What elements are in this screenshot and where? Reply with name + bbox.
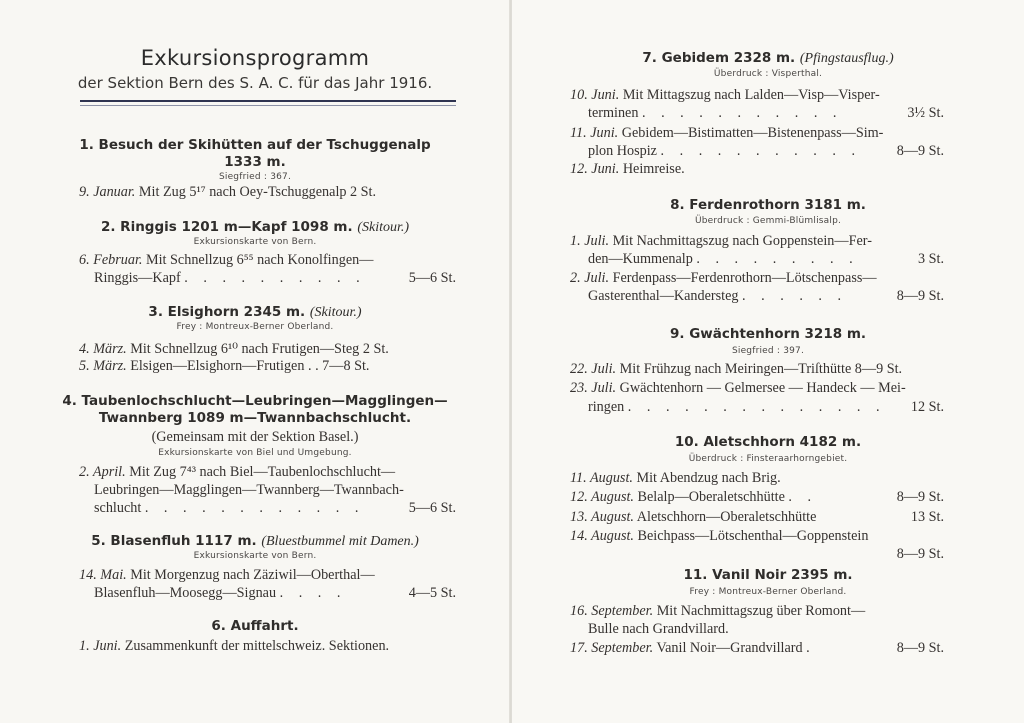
tour-2-title: 2. Ringgis 1201 m—Kapf 1098 m.: [100, 219, 353, 235]
entry-date: 14. August.: [570, 528, 634, 544]
tour-10-entry-1: [570, 470, 781, 487]
entry-text: ringen: [588, 399, 625, 415]
entry-text: Mit Zug 5¹⁷ nach Oey-Tschuggenalp 2 St.: [138, 184, 377, 200]
tour-2-heading: [0, 219, 510, 236]
entry-date: 17. September.: [570, 640, 654, 656]
tour-7-entry-1: [570, 87, 880, 104]
tour-8-heading: 8. Ferdenrothorn 3181 m.: [670, 197, 866, 213]
tour-4-entry: [79, 464, 395, 481]
entry-date: 1. Juni.: [79, 638, 122, 654]
entry-text: Mit Schnellzug 6⁵⁵ nach Konolfingen—: [146, 252, 374, 268]
tour-3-heading: [0, 304, 510, 321]
entry-date: 9. Januar.: [79, 184, 136, 200]
tour-10-duration-2: 8—9 St.: [896, 489, 944, 505]
entry-date: 12. Juni.: [570, 161, 620, 177]
tour-9-heading: 9. Gwächtenhorn 3218 m.: [669, 326, 867, 342]
tour-2-map: Exkursionskarte von Bern.: [193, 237, 317, 247]
entry-date: 14. Mai.: [79, 567, 127, 583]
leader-dots: . . . . . . . . . . .: [641, 105, 843, 121]
right-page: [512, 0, 1024, 723]
entry-text: Blasenfluh—Moosegg—Signau: [94, 585, 277, 601]
entry-text: Zusammenkunft der mittelschweiz. Sektionen.: [124, 638, 390, 654]
tour-1-entry: [79, 184, 376, 201]
entry-date: 4. März.: [79, 341, 127, 357]
tour-4-duration: 5—6 St.: [408, 500, 456, 516]
left-page: [0, 0, 510, 723]
tour-7-duration-2: 8—9 St.: [896, 143, 944, 159]
tour-8-entry-1-cont: [588, 251, 859, 268]
tour-5-entry: [79, 567, 375, 584]
leader-dots: . . . . . . . . . .: [184, 270, 366, 286]
tour-8-map: Überdruck : Gemmi-Blümlisalp.: [694, 216, 842, 226]
tour-7-entry-1-cont: [588, 105, 842, 122]
tour-3-map: Frey : Montreux-Berner Oberland.: [176, 322, 334, 332]
leader-dots: . .: [788, 489, 818, 505]
entry-text: Heimreise.: [622, 161, 685, 177]
tour-6-heading: 6. Auffahrt.: [211, 618, 299, 634]
leader-dots: . . . . . . . . .: [696, 251, 859, 267]
entry-date: 13. August.: [570, 509, 634, 525]
leader-dots: .: [806, 640, 816, 656]
tour-7-entry-2: [570, 125, 883, 142]
entry-text: Mit Schnellzug 6¹⁰ nach Frutigen—Steg 2 St.: [130, 341, 389, 357]
entry-text: Ferdenpass—Ferdenrothorn—Lötschenpass—: [612, 270, 877, 286]
tour-10-duration-4: 8—9 St.: [896, 546, 944, 562]
entry-text: Mit Zug 7⁴³ nach Biel—Taubenlochschlucht—: [129, 464, 396, 480]
entry-text: Beichpass—Lötschenthal—Goppenstein: [637, 528, 869, 544]
entry-text: Mit Nachmittagszug über Romont—: [656, 603, 866, 619]
tour-4-heading-cont: Twannberg 1089 m—Twannbachschlucht.: [98, 410, 412, 426]
tour-10-entry-3: [570, 509, 816, 526]
tour-7-note: (Pfingstausflug.): [799, 51, 894, 66]
tour-11-map: Frey : Montreux-Berner Oberland.: [689, 587, 847, 597]
tour-5-heading: [0, 533, 510, 550]
tour-9-entry-1: [570, 361, 902, 378]
entry-date: 11. Juni.: [570, 125, 619, 141]
entry-text: Mit Abendzug nach Brig.: [636, 470, 781, 486]
entry-date: 23. Juli.: [570, 380, 617, 396]
page-title: Exkursionsprogramm: [140, 46, 370, 70]
tour-11-entry-1: [570, 603, 865, 620]
tour-6-entry: [79, 638, 389, 655]
entry-text: Mit Frühzug nach Meiringen—Triſthütte 8—9 St.: [619, 361, 903, 377]
tour-10-entry-4: [570, 528, 868, 545]
tour-2-note: (Skitour.): [357, 220, 410, 235]
leader-dots: . . . . . . . . . . . .: [144, 500, 365, 516]
entry-text: Mit Nachmittagszug nach Goppenstein—Fer-: [612, 233, 872, 249]
tour-7-duration-1: 3½ St.: [907, 105, 944, 121]
tour-1-heading: 1. Besuch der Skihütten auf der Tschuggenalp: [79, 137, 431, 153]
tour-4-entry-cont-2: [94, 500, 364, 517]
entry-date: 1. Juli.: [570, 233, 610, 249]
tour-8-duration-2: 8—9 St.: [896, 288, 944, 304]
leader-dots: . . . .: [279, 585, 347, 601]
tour-10-entry-2: [570, 489, 817, 506]
tour-4-note: (Gemeinsam mit der Sektion Basel.): [151, 429, 359, 445]
tour-7-entry-3: [570, 161, 685, 178]
tour-7-title: 7. Gebidem 2328 m.: [642, 50, 796, 66]
tour-8-entry-2: [570, 270, 877, 287]
tour-2-entry-cont: [94, 270, 366, 287]
tour-7-map: Überdruck : Visperthal.: [713, 69, 823, 79]
tour-3-entry-2: [79, 358, 369, 375]
tour-11-duration-2: 8—9 St.: [896, 640, 944, 656]
tour-8-entry-1: [570, 233, 872, 250]
tour-2-duration: 5—6 St.: [408, 270, 456, 286]
title-rule-thin: [80, 105, 456, 106]
tour-9-map: Siegfried : 397.: [731, 346, 805, 356]
entry-text: Mit Mittagszug nach Lalden—Visp—Visper-: [622, 87, 880, 103]
tour-11-entry-2: [570, 640, 816, 657]
tour-10-heading: 10. Aletschhorn 4182 m.: [674, 434, 862, 450]
tour-5-note: (Bluestbummel mit Damen.): [261, 534, 419, 549]
entry-date: 2. Juli.: [570, 270, 610, 286]
entry-date: 22. Juli.: [570, 361, 617, 377]
leader-dots: . . . . . . . . . . . . . .: [627, 399, 886, 415]
entry-text: Gasterenthal—Kandersteg: [588, 288, 739, 304]
tour-5-map: Exkursionskarte von Bern.: [193, 551, 317, 561]
entry-date: 12. August.: [570, 489, 634, 505]
entry-date: 5. März.: [79, 358, 127, 374]
tour-9-duration-2: 12 St.: [910, 399, 944, 415]
entry-text: Gebidem—Bistimatten—Bistenenpass—Sim-: [621, 125, 884, 141]
tour-1-heading-elevation: 1333 m.: [224, 154, 286, 170]
tour-7-heading: [512, 50, 1024, 67]
tour-4-heading: 4. Taubenlochschlucht—Leubringen—Magglingen—: [62, 393, 448, 409]
entry-date: 16. September.: [570, 603, 654, 619]
tour-9-entry-2-cont: [588, 399, 886, 416]
entry-text: Elsigen—Elsighorn—Frutigen . . 7—8 St.: [130, 358, 370, 374]
entry-text: Vanil Noir—Grandvillard: [656, 640, 803, 656]
tour-11-heading: 11. Vanil Noir 2395 m.: [683, 567, 853, 583]
tour-8-duration-1: 3 St.: [917, 251, 944, 267]
tour-9-entry-2: [570, 380, 906, 397]
leader-dots: . . . . . . . . . . .: [660, 143, 861, 159]
tour-5-entry-cont: [94, 585, 346, 602]
entry-text: Mit Morgenzug nach Zäziwil—Oberthal—: [130, 567, 375, 583]
page-subtitle: der Sektion Bern des S. A. C. für das Jahr 1916.: [77, 74, 433, 92]
entry-text: plon Hospiz: [588, 143, 657, 159]
entry-text: Belalp—Oberaletschhütte: [637, 489, 785, 505]
entry-text: Aletschhorn—Oberaletschhütte: [636, 509, 817, 525]
entry-date: 10. Juni.: [570, 87, 620, 103]
tour-7-entry-2-cont: [588, 143, 861, 160]
title-rule-thick: [80, 100, 456, 102]
entry-text: Gwächtenhorn — Gelmersee — Handeck — Mei-: [619, 380, 906, 396]
tour-11-entry-1-cont: Bulle nach Grandvillard.: [588, 621, 729, 637]
entry-date: 11. August.: [570, 470, 633, 486]
entry-date: 2. April.: [79, 464, 126, 480]
entry-text: terminen: [588, 105, 639, 121]
tour-10-duration-3: 13 St.: [910, 509, 944, 525]
entry-date: 6. Februar.: [79, 252, 143, 268]
tour-3-entry-1: [79, 341, 389, 358]
tour-5-title: 5. Blasenfluh 1117 m.: [91, 533, 257, 549]
entry-text: schlucht: [94, 500, 142, 516]
tour-8-entry-2-cont: [588, 288, 847, 305]
tour-4-map: Exkursionskarte von Biel und Umgebung.: [158, 448, 352, 458]
tour-4-entry-cont: Leubringen—Magglingen—Twannberg—Twannbach-: [94, 482, 404, 498]
tour-3-title: 3. Elsighorn 2345 m.: [148, 304, 306, 320]
tour-10-map: Überdruck : Finsteraarhorngebiet.: [688, 454, 848, 464]
tour-3-note: (Skitour.): [309, 305, 362, 320]
tour-2-entry: [79, 252, 373, 269]
tour-5-duration: 4—5 St.: [408, 585, 456, 601]
entry-text: Ringgis—Kapf: [94, 270, 181, 286]
leader-dots: . . . . . .: [742, 288, 848, 304]
tour-1-map: Siegfried : 367.: [218, 172, 292, 182]
entry-text: den—Kummenalp: [588, 251, 693, 267]
